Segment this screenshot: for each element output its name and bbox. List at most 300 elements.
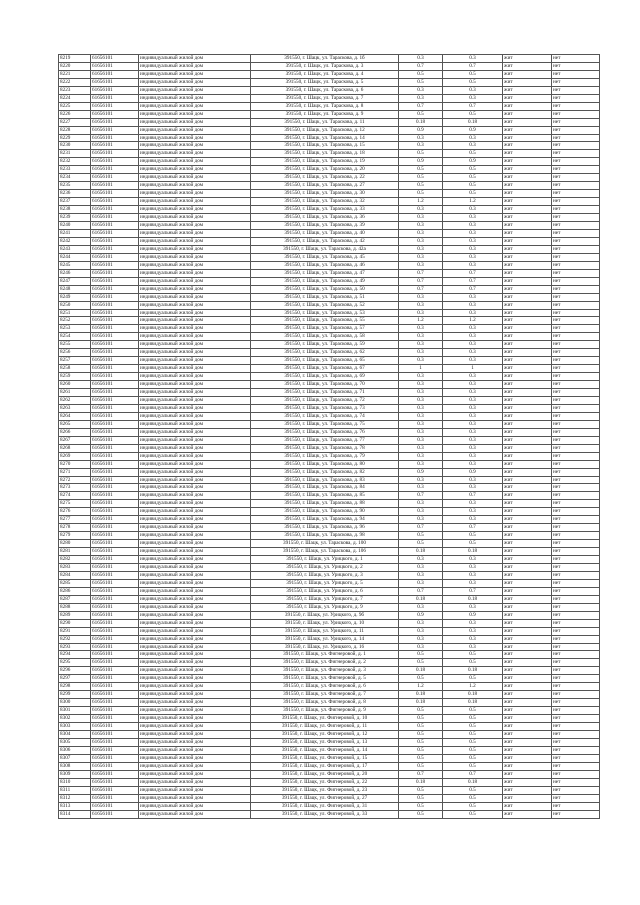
building-type-cell: индивидуальный жилой дом	[139, 182, 251, 190]
value-b-cell: 0.5	[443, 731, 503, 739]
value-a-cell: 0.5	[399, 150, 443, 158]
usage-cell: жит	[503, 134, 552, 142]
table-row	[59, 611, 600, 619]
oktmo-code-cell: 61656101	[91, 237, 139, 245]
value-b-cell: 0.5	[443, 110, 503, 118]
oktmo-code-cell: 61656101	[91, 396, 139, 404]
value-a-cell: 0.7	[399, 587, 443, 595]
usage-cell: жит	[503, 579, 552, 587]
value-a-cell: 0.3	[399, 373, 443, 381]
row-number-cell: 8267	[59, 436, 91, 444]
table-row	[59, 738, 600, 746]
oktmo-code-cell: 61656101	[91, 428, 139, 436]
table-row	[59, 277, 600, 285]
flag-cell: нет	[552, 110, 600, 118]
usage-cell: жит	[503, 293, 552, 301]
flag-cell: нет	[552, 595, 600, 603]
value-a-cell: 0.7	[399, 62, 443, 70]
building-type-cell: индивидуальный жилой дом	[139, 667, 251, 675]
value-a-cell: 0.3	[399, 603, 443, 611]
usage-cell: жит	[503, 707, 552, 715]
table-row	[59, 452, 600, 460]
value-b-cell: 0.3	[443, 564, 503, 572]
usage-cell: жит	[503, 444, 552, 452]
value-b-cell: 0.3	[443, 325, 503, 333]
value-b-cell: 0.5	[443, 651, 503, 659]
table-row	[59, 619, 600, 627]
value-a-cell: 0.3	[399, 134, 443, 142]
oktmo-code-cell: 61656101	[91, 381, 139, 389]
value-a-cell: 0.3	[399, 309, 443, 317]
address-cell: 391550, г. Шацк, ул. Тараскова, д. 9	[251, 110, 399, 118]
value-a-cell: 0.3	[399, 404, 443, 412]
usage-cell: жит	[503, 635, 552, 643]
value-b-cell: 0.5	[443, 723, 503, 731]
usage-cell: жит	[503, 603, 552, 611]
table-row	[59, 762, 600, 770]
value-b-cell: 0.3	[443, 603, 503, 611]
flag-cell: нет	[552, 182, 600, 190]
oktmo-code-cell: 61656101	[91, 611, 139, 619]
oktmo-code-cell: 61656101	[91, 357, 139, 365]
building-type-cell: индивидуальный жилой дом	[139, 540, 251, 548]
building-type-cell: индивидуальный жилой дом	[139, 436, 251, 444]
usage-cell: жит	[503, 778, 552, 786]
row-number-cell: 8228	[59, 126, 91, 134]
row-number-cell: 8243	[59, 245, 91, 253]
flag-cell: нет	[552, 301, 600, 309]
value-a-cell: 0.5	[399, 190, 443, 198]
row-number-cell: 8242	[59, 237, 91, 245]
value-b-cell: 0.5	[443, 532, 503, 540]
register-table	[58, 54, 600, 819]
table-row	[59, 404, 600, 412]
row-number-cell: 8251	[59, 309, 91, 317]
value-b-cell: 0.3	[443, 619, 503, 627]
usage-cell: жит	[503, 285, 552, 293]
usage-cell: жит	[503, 150, 552, 158]
table-row	[59, 699, 600, 707]
oktmo-code-cell: 61656101	[91, 102, 139, 110]
flag-cell: нет	[552, 564, 600, 572]
oktmo-code-cell: 61656101	[91, 476, 139, 484]
flag-cell: нет	[552, 269, 600, 277]
address-cell: 391550, г. Шацк, ул. Урицкого, д. 5	[251, 579, 399, 587]
row-number-cell: 8223	[59, 86, 91, 94]
usage-cell: жит	[503, 309, 552, 317]
building-type-cell: индивидуальный жилой дом	[139, 492, 251, 500]
oktmo-code-cell: 61656101	[91, 484, 139, 492]
usage-cell: жит	[503, 651, 552, 659]
value-a-cell: 0.5	[399, 532, 443, 540]
value-b-cell: 0.3	[443, 436, 503, 444]
row-number-cell: 8298	[59, 683, 91, 691]
value-b-cell: 0.3	[443, 643, 503, 651]
oktmo-code-cell: 61656101	[91, 810, 139, 818]
flag-cell: нет	[552, 412, 600, 420]
row-number-cell: 8279	[59, 532, 91, 540]
usage-cell: жит	[503, 142, 552, 150]
building-type-cell: индивидуальный жилой дом	[139, 166, 251, 174]
row-number-cell: 8301	[59, 707, 91, 715]
oktmo-code-cell: 61656101	[91, 86, 139, 94]
usage-cell: жит	[503, 55, 552, 63]
address-cell: 391550, г. Шацк, ул. Тараскова, д. 88	[251, 500, 399, 508]
usage-cell: жит	[503, 619, 552, 627]
row-number-cell: 8254	[59, 333, 91, 341]
flag-cell: нет	[552, 603, 600, 611]
flag-cell: нет	[552, 683, 600, 691]
building-type-cell: индивидуальный жилой дом	[139, 237, 251, 245]
table-row	[59, 532, 600, 540]
value-a-cell: 0.9	[399, 126, 443, 134]
flag-cell: нет	[552, 373, 600, 381]
table-row	[59, 492, 600, 500]
table-row	[59, 659, 600, 667]
oktmo-code-cell: 61656101	[91, 659, 139, 667]
oktmo-code-cell: 61656101	[91, 540, 139, 548]
address-cell: 391550, г. Шацк, ул. Тараскова, д. 11	[251, 118, 399, 126]
building-type-cell: индивидуальный жилой дом	[139, 174, 251, 182]
flag-cell: нет	[552, 731, 600, 739]
value-b-cell: 0.3	[443, 309, 503, 317]
table-row	[59, 206, 600, 214]
building-type-cell: индивидуальный жилой дом	[139, 762, 251, 770]
oktmo-code-cell: 61656101	[91, 794, 139, 802]
usage-cell: жит	[503, 460, 552, 468]
building-type-cell: индивидуальный жилой дом	[139, 349, 251, 357]
value-b-cell: 0.3	[443, 500, 503, 508]
flag-cell: нет	[552, 587, 600, 595]
usage-cell: жит	[503, 683, 552, 691]
row-number-cell: 8253	[59, 325, 91, 333]
value-b-cell: 0.18	[443, 691, 503, 699]
flag-cell: нет	[552, 245, 600, 253]
building-type-cell: индивидуальный жилой дом	[139, 731, 251, 739]
flag-cell: нет	[552, 492, 600, 500]
value-b-cell: 0.3	[443, 237, 503, 245]
usage-cell: жит	[503, 389, 552, 397]
address-cell: 391550, г. Шацк, ул. Тараскова, д. 76	[251, 428, 399, 436]
row-number-cell: 8238	[59, 206, 91, 214]
usage-cell: жит	[503, 237, 552, 245]
row-number-cell: 8247	[59, 277, 91, 285]
address-cell: 391550, г. Шацк, ул. Тараскова, д. 50	[251, 285, 399, 293]
table-row	[59, 548, 600, 556]
row-number-cell: 8282	[59, 556, 91, 564]
table-row	[59, 309, 600, 317]
address-cell: 391550, г. Шацк, ул. Тараскова, д. 42а	[251, 245, 399, 253]
oktmo-code-cell: 61656101	[91, 715, 139, 723]
building-type-cell: индивидуальный жилой дом	[139, 412, 251, 420]
value-a-cell: 0.7	[399, 770, 443, 778]
flag-cell: нет	[552, 126, 600, 134]
usage-cell: жит	[503, 357, 552, 365]
value-a-cell: 0.7	[399, 524, 443, 532]
row-number-cell: 8309	[59, 770, 91, 778]
flag-cell: нет	[552, 675, 600, 683]
value-b-cell: 0.3	[443, 476, 503, 484]
address-cell: 391550, г. Шацк, ул. Урицкого, д. 7	[251, 595, 399, 603]
address-cell: 391550, г. Шацк, ул. Тараскова, д. 6	[251, 86, 399, 94]
value-a-cell: 0.3	[399, 516, 443, 524]
address-cell: 391550, г. Шацк, ул. Фигнеровой, д. 10	[251, 715, 399, 723]
table-row	[59, 444, 600, 452]
row-number-cell: 8246	[59, 269, 91, 277]
flag-cell: нет	[552, 508, 600, 516]
building-type-cell: индивидуальный жилой дом	[139, 301, 251, 309]
row-number-cell: 8306	[59, 746, 91, 754]
value-a-cell: 0.3	[399, 94, 443, 102]
table-row	[59, 476, 600, 484]
value-b-cell: 0.5	[443, 182, 503, 190]
table-row	[59, 118, 600, 126]
table-row	[59, 325, 600, 333]
table-row	[59, 627, 600, 635]
oktmo-code-cell: 61656101	[91, 325, 139, 333]
usage-cell: жит	[503, 365, 552, 373]
table-row	[59, 723, 600, 731]
value-a-cell: 0.5	[399, 810, 443, 818]
address-cell: 391550, г. Шацк, ул. Тараскова, д. 39	[251, 222, 399, 230]
building-type-cell: индивидуальный жилой дом	[139, 603, 251, 611]
value-a-cell: 0.3	[399, 261, 443, 269]
table-row	[59, 365, 600, 373]
row-number-cell: 8313	[59, 802, 91, 810]
table-row	[59, 396, 600, 404]
value-a-cell: 0.3	[399, 564, 443, 572]
flag-cell: нет	[552, 444, 600, 452]
usage-cell: жит	[503, 110, 552, 118]
value-b-cell: 0.3	[443, 460, 503, 468]
table-row	[59, 579, 600, 587]
building-type-cell: индивидуальный жилой дом	[139, 341, 251, 349]
usage-cell: жит	[503, 571, 552, 579]
building-type-cell: индивидуальный жилой дом	[139, 508, 251, 516]
flag-cell: нет	[552, 357, 600, 365]
table-row	[59, 214, 600, 222]
value-b-cell: 0.3	[443, 86, 503, 94]
building-type-cell: индивидуальный жилой дом	[139, 86, 251, 94]
oktmo-code-cell: 61656101	[91, 126, 139, 134]
table-row	[59, 229, 600, 237]
oktmo-code-cell: 61656101	[91, 94, 139, 102]
usage-cell: жит	[503, 198, 552, 206]
address-cell: 391550, г. Шацк, ул. Тараскова, д. 32	[251, 198, 399, 206]
table-row	[59, 802, 600, 810]
oktmo-code-cell: 61656101	[91, 452, 139, 460]
oktmo-code-cell: 61656101	[91, 786, 139, 794]
value-b-cell: 0.3	[443, 134, 503, 142]
value-b-cell: 0.3	[443, 381, 503, 389]
oktmo-code-cell: 61656101	[91, 110, 139, 118]
oktmo-code-cell: 61656101	[91, 532, 139, 540]
value-b-cell: 0.3	[443, 389, 503, 397]
address-cell: 391550, г. Шацк, ул. Тараскова, д. 84	[251, 484, 399, 492]
building-type-cell: индивидуальный жилой дом	[139, 214, 251, 222]
value-b-cell: 0.7	[443, 524, 503, 532]
address-cell: 391550, г. Шацк, ул. Тараскова, д. 33	[251, 206, 399, 214]
row-number-cell: 8227	[59, 118, 91, 126]
row-number-cell: 8285	[59, 579, 91, 587]
flag-cell: нет	[552, 738, 600, 746]
table-row	[59, 317, 600, 325]
value-b-cell: 0.3	[443, 333, 503, 341]
building-type-cell: индивидуальный жилой дом	[139, 452, 251, 460]
usage-cell: жит	[503, 333, 552, 341]
address-cell: 391550, г. Шацк, ул. Тараскова, д. 3	[251, 62, 399, 70]
flag-cell: нет	[552, 579, 600, 587]
row-number-cell: 8262	[59, 396, 91, 404]
table-row	[59, 245, 600, 253]
table-row	[59, 70, 600, 78]
row-number-cell: 8236	[59, 190, 91, 198]
value-a-cell: 0.5	[399, 540, 443, 548]
row-number-cell: 8245	[59, 261, 91, 269]
oktmo-code-cell: 61656101	[91, 492, 139, 500]
building-type-cell: индивидуальный жилой дом	[139, 770, 251, 778]
building-type-cell: индивидуальный жилой дом	[139, 691, 251, 699]
building-type-cell: индивидуальный жилой дом	[139, 253, 251, 261]
flag-cell: нет	[552, 548, 600, 556]
value-b-cell: 0.5	[443, 802, 503, 810]
flag-cell: нет	[552, 237, 600, 245]
value-a-cell: 0.3	[399, 301, 443, 309]
value-b-cell: 1.2	[443, 317, 503, 325]
flag-cell: нет	[552, 754, 600, 762]
oktmo-code-cell: 61656101	[91, 754, 139, 762]
building-type-cell: индивидуальный жилой дом	[139, 373, 251, 381]
address-cell: 391550, г. Шацк, ул. Тараскова, д. 4	[251, 70, 399, 78]
value-b-cell: 1.2	[443, 198, 503, 206]
table-row	[59, 556, 600, 564]
value-b-cell: 0.5	[443, 174, 503, 182]
value-a-cell: 0.5	[399, 715, 443, 723]
value-b-cell: 0.5	[443, 810, 503, 818]
row-number-cell: 8292	[59, 635, 91, 643]
address-cell: 391550, г. Шацк, ул. Тараскова, д. 71	[251, 389, 399, 397]
address-cell: 391550, г. Шацк, ул. Урицкого, д. 10	[251, 619, 399, 627]
flag-cell: нет	[552, 802, 600, 810]
flag-cell: нет	[552, 277, 600, 285]
row-number-cell: 8221	[59, 70, 91, 78]
value-b-cell: 0.3	[443, 627, 503, 635]
table-row	[59, 675, 600, 683]
value-b-cell: 0.5	[443, 675, 503, 683]
building-type-cell: индивидуальный жилой дом	[139, 333, 251, 341]
flag-cell: нет	[552, 325, 600, 333]
row-number-cell: 8230	[59, 142, 91, 150]
value-b-cell: 0.7	[443, 587, 503, 595]
row-number-cell: 8258	[59, 365, 91, 373]
value-a-cell: 0.3	[399, 428, 443, 436]
oktmo-code-cell: 61656101	[91, 675, 139, 683]
value-b-cell: 0.5	[443, 190, 503, 198]
usage-cell: жит	[503, 587, 552, 595]
oktmo-code-cell: 61656101	[91, 333, 139, 341]
value-a-cell: 0.3	[399, 484, 443, 492]
value-a-cell: 0.5	[399, 675, 443, 683]
value-b-cell: 0.3	[443, 373, 503, 381]
value-a-cell: 0.3	[399, 619, 443, 627]
oktmo-code-cell: 61656101	[91, 70, 139, 78]
value-a-cell: 1.2	[399, 317, 443, 325]
usage-cell: жит	[503, 381, 552, 389]
row-number-cell: 8224	[59, 94, 91, 102]
value-b-cell: 0.5	[443, 78, 503, 86]
value-b-cell: 0.7	[443, 269, 503, 277]
table-row	[59, 373, 600, 381]
usage-cell: жит	[503, 436, 552, 444]
value-a-cell: 0.3	[399, 579, 443, 587]
table-row	[59, 715, 600, 723]
value-a-cell: 0.3	[399, 381, 443, 389]
oktmo-code-cell: 61656101	[91, 699, 139, 707]
value-a-cell: 0.3	[399, 460, 443, 468]
table-row	[59, 420, 600, 428]
oktmo-code-cell: 61656101	[91, 349, 139, 357]
value-b-cell: 0.3	[443, 94, 503, 102]
value-a-cell: 0.5	[399, 78, 443, 86]
table-row	[59, 198, 600, 206]
flag-cell: нет	[552, 78, 600, 86]
table-row	[59, 412, 600, 420]
building-type-cell: индивидуальный жилой дом	[139, 707, 251, 715]
oktmo-code-cell: 61656101	[91, 460, 139, 468]
building-type-cell: индивидуальный жилой дом	[139, 94, 251, 102]
row-number-cell: 8296	[59, 667, 91, 675]
value-b-cell: 0.5	[443, 746, 503, 754]
address-cell: 391550, г. Шацк, ул. Тараскова, д. 83	[251, 476, 399, 484]
table-row	[59, 707, 600, 715]
flag-cell: нет	[552, 484, 600, 492]
usage-cell: жит	[503, 118, 552, 126]
address-cell: 391550, г. Шацк, ул. Тараскова, д. 82	[251, 468, 399, 476]
table-row	[59, 778, 600, 786]
address-cell: 391550, г. Шацк, ул. Тараскова, д. 98	[251, 532, 399, 540]
address-cell: 391550, г. Шацк, ул. Фигнеровой, д. 23	[251, 786, 399, 794]
row-number-cell: 8220	[59, 62, 91, 70]
usage-cell: жит	[503, 659, 552, 667]
value-a-cell: 0.7	[399, 269, 443, 277]
building-type-cell: индивидуальный жилой дом	[139, 484, 251, 492]
oktmo-code-cell: 61656101	[91, 731, 139, 739]
usage-cell: жит	[503, 754, 552, 762]
building-type-cell: индивидуальный жилой дом	[139, 579, 251, 587]
value-a-cell: 0.5	[399, 182, 443, 190]
row-number-cell: 8233	[59, 166, 91, 174]
flag-cell: нет	[552, 460, 600, 468]
usage-cell: жит	[503, 62, 552, 70]
building-type-cell: индивидуальный жилой дом	[139, 746, 251, 754]
value-b-cell: 0.9	[443, 126, 503, 134]
building-type-cell: индивидуальный жилой дом	[139, 365, 251, 373]
usage-cell: жит	[503, 126, 552, 134]
oktmo-code-cell: 61656101	[91, 277, 139, 285]
value-a-cell: 0.3	[399, 452, 443, 460]
usage-cell: жит	[503, 428, 552, 436]
address-cell: 391550, г. Шацк, ул. Тараскова, д. 79	[251, 452, 399, 460]
oktmo-code-cell: 61656101	[91, 365, 139, 373]
flag-cell: нет	[552, 659, 600, 667]
oktmo-code-cell: 61656101	[91, 627, 139, 635]
building-type-cell: индивидуальный жилой дом	[139, 627, 251, 635]
value-a-cell: 0.3	[399, 412, 443, 420]
address-cell: 391550, г. Шацк, ул. Урицкого, д. 16	[251, 643, 399, 651]
flag-cell: нет	[552, 253, 600, 261]
row-number-cell: 8265	[59, 420, 91, 428]
address-cell: 391550, г. Шацк, ул. Фигнеровой, д. 2	[251, 659, 399, 667]
